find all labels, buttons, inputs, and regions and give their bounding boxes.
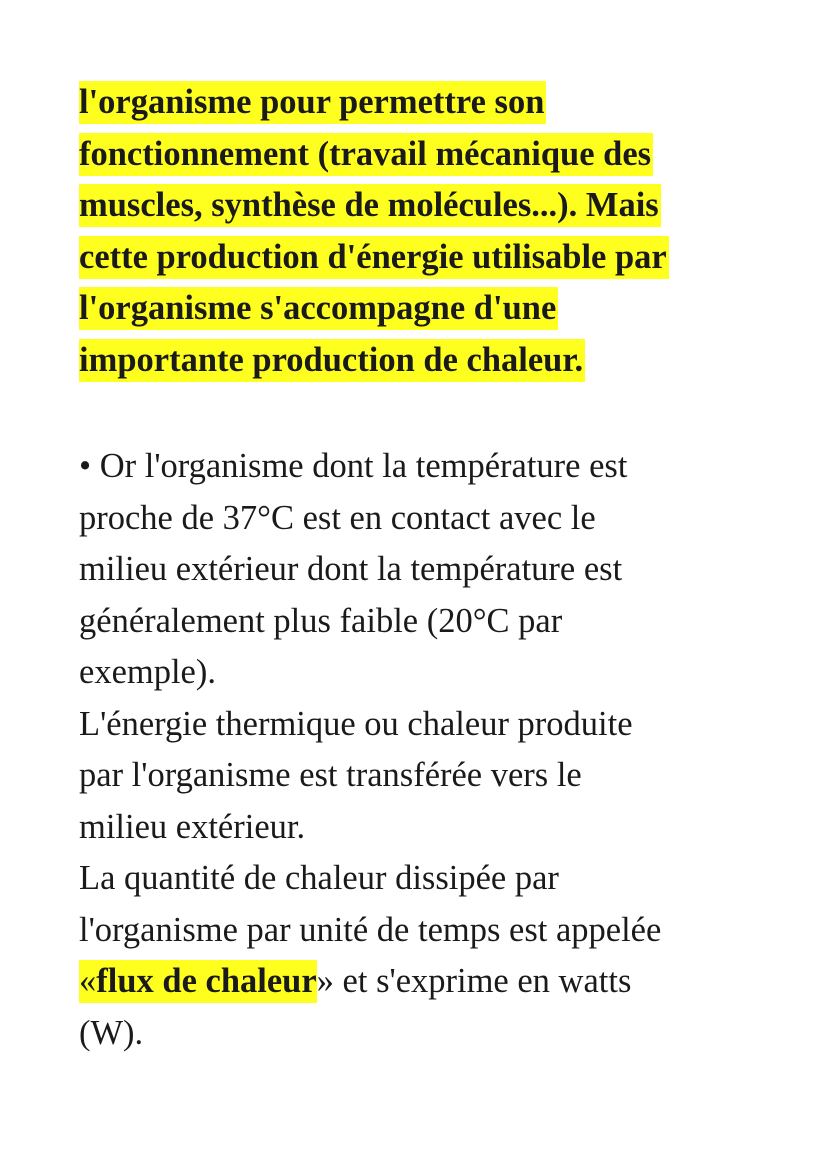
body-line: milieu extérieur dont la température est: [79, 550, 623, 588]
highlighted-line: l'organisme pour permettre son: [79, 77, 779, 129]
highlighted-line: muscles, synthèse de molécules...). Mais: [79, 180, 779, 232]
body-line: proche de 37°C est en contact avec le: [79, 498, 596, 537]
highlighted-paragraph: [79, 77, 779, 386]
body-line: l'organisme par unité de temps est appelée: [79, 910, 662, 949]
body-line: généralement plus faible (20°C par: [79, 601, 563, 640]
highlighted-line: cette production d'énergie utilisable par: [79, 232, 779, 284]
body-line-last: (W).: [79, 1013, 144, 1052]
body-line: exemple).: [79, 653, 216, 691]
body-line: L'énergie thermique ou chaleur produite: [79, 704, 633, 743]
term-rest: et s'exprime en watts: [333, 962, 632, 1000]
term-text: flux de chaleur: [96, 962, 317, 1000]
body-line: La quantité de chaleur dissipée par: [79, 859, 559, 897]
body-paragraph: [79, 441, 779, 1059]
body-line: milieu extérieur.: [79, 807, 306, 846]
highlighted-line: l'organisme s'accompagne d'une: [79, 283, 779, 335]
term-open-quote: «: [79, 962, 97, 1000]
highlighted-term: [79, 960, 317, 1003]
highlighted-line: importante production de chaleur.: [79, 335, 779, 387]
highlighted-line: fonctionnement (travail mécanique des: [79, 129, 779, 181]
body-line: par l'organisme est transférée vers le: [79, 756, 582, 794]
term-close-quote: »: [316, 962, 334, 1000]
body-line: • Or l'organisme dont la température est: [79, 447, 628, 485]
document-page: [79, 77, 779, 1059]
term-line: [79, 956, 779, 1008]
